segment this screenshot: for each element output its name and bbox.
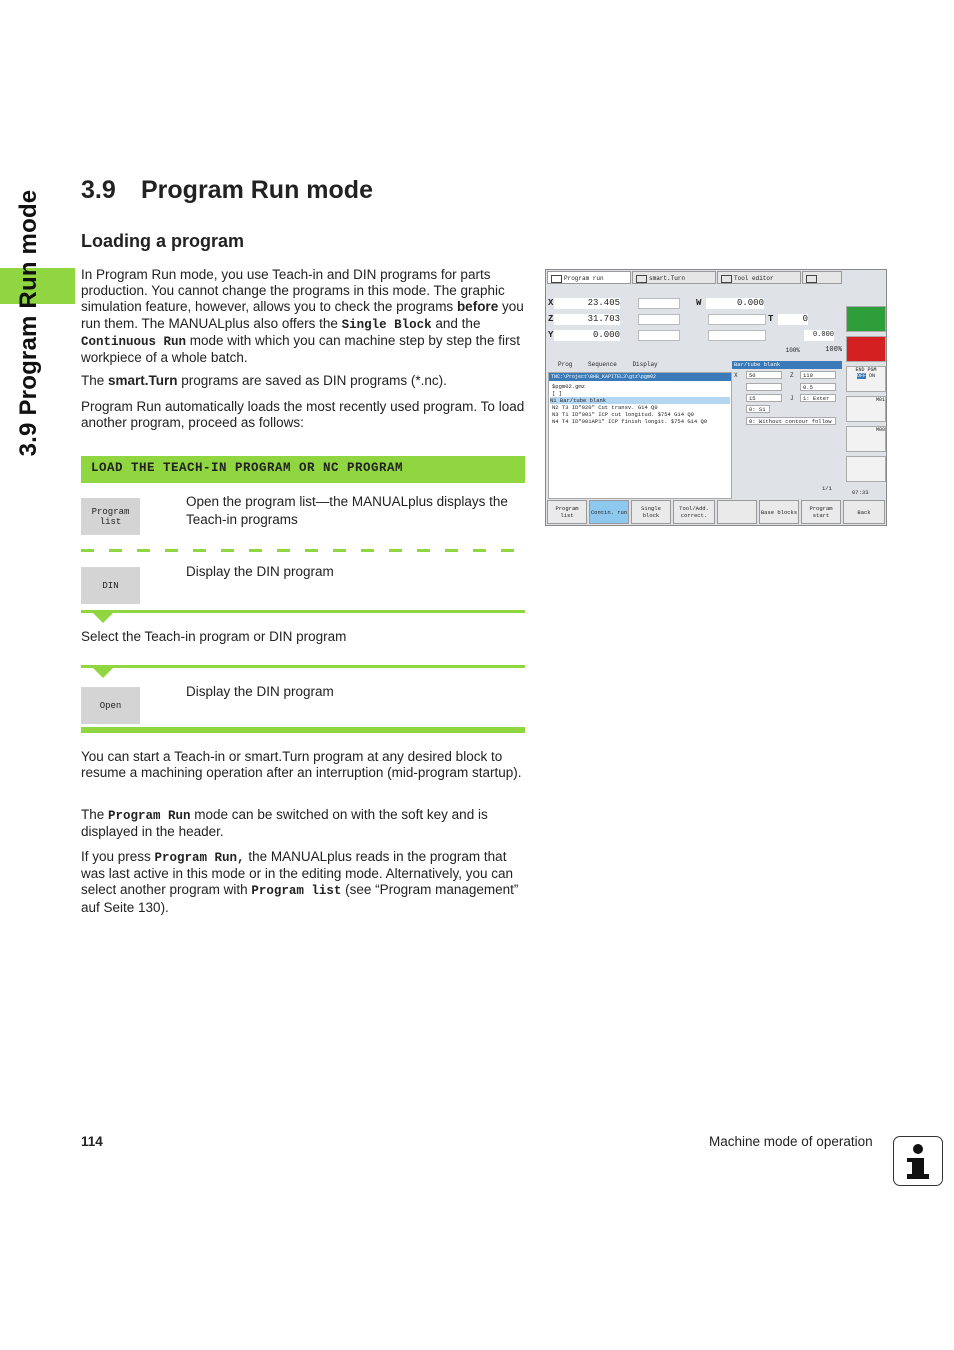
procedure-end-bar [81, 727, 525, 733]
form-field[interactable] [746, 383, 782, 391]
intro-paragraph-1: In Program Run mode, you use Teach-in and DIN programs for parts production. You cannot change the programs in this mode. The graphic simulation feature, however, allows you to check the programs before you run them. The MANUALplus also offers the Single Block and the Continuous Run mode with which you can machine step by step the first workpiece of a whole batch. [81, 267, 524, 366]
section-title: Program Run mode [141, 176, 373, 204]
m01-toggle[interactable]: M01 [846, 396, 886, 422]
clock: 07:33 [852, 489, 869, 496]
procedure-header [81, 456, 525, 483]
page-number: 114 [81, 1134, 103, 1149]
open-softkey[interactable]: Open [81, 687, 140, 724]
menu-display[interactable]: Display [632, 361, 658, 368]
softkey-program-list[interactable]: Program list [547, 500, 587, 524]
program-line[interactable]: N3 T1 ID"001" ICP cut longitud. $754 G14 Q0 [552, 411, 694, 418]
end-pgm-toggle[interactable]: END PGM OFF ON [846, 366, 886, 392]
step-1-text: Open the program list—the MANUALplus displays the Teach-in programs [186, 494, 508, 527]
intro-paragraph-3: Program Run automatically loads the most recently used program. To load another program, proceed as follows: [81, 399, 525, 431]
softkey-tool-correct[interactable]: Tool/Add. correct. [673, 500, 715, 524]
arrow-down-icon [93, 668, 113, 678]
softkey-program-start[interactable]: Program start [801, 500, 841, 524]
form-z[interactable]: 110 [800, 371, 836, 379]
procedure-header-label: LOAD THE TEACH-IN PROGRAM OR NC PROGRAM [91, 461, 404, 475]
step-3-text: Select the Teach-in program or DIN program [81, 629, 347, 644]
din-softkey[interactable]: DIN [81, 567, 140, 604]
tab-save[interactable] [802, 271, 842, 284]
step-divider [81, 665, 525, 668]
step-2-text: Display the DIN program [186, 564, 334, 579]
form-mg[interactable]: 0: Without contour follow [746, 417, 836, 425]
cycle-stop-icon[interactable] [846, 336, 886, 362]
info-icon [893, 1136, 943, 1186]
program-listing [548, 372, 732, 499]
form-mp[interactable]: 0: S1 [746, 405, 770, 413]
footer-chapter: Machine mode of operation [709, 1134, 873, 1149]
body-paragraph-2: The Program Run mode can be switched on with the soft key and is displayed in the header. [81, 807, 488, 840]
program-list-softkey[interactable]: Program list [81, 498, 140, 535]
program-line-selected[interactable]: N1 Bar/tube blank [550, 397, 730, 404]
control-screenshot: Program run smart.Turn Tool editor X 23.405 Z 31.703 Y 0.000 W 0.000 T 0 0.000 100% 100% Prog Sequence Display TNC:\Project\BHB_KAPITEL3\gtz\pgm02 $pgm02.gmz [ ] N1 Bar/tube blank N2 T3 ID"020" Cut transv. G14 Q0 N3 T1 ID"001" ICP cut longitud. $754 G14 Q0 N4 T4 ID"001AP1" ICP finish longit. $754 G14 Q0 Bar/tube blank X 50 Z 110 0.5 15 J 1: Exter 0: S1 0: Without contour follow 1/1 END PGM OFF ON M01 M00 07:33 Program list Contin. run Single block Tool/Add. correct. Base blocks Program start Back [545, 269, 887, 526]
softkey-contin-run[interactable]: Contin. run [589, 500, 629, 524]
form-j[interactable]: 1: Exter [800, 394, 836, 402]
floppy-icon [806, 275, 817, 283]
arrow-down-icon [93, 613, 113, 623]
program-line[interactable]: N2 T3 ID"020" Cut transv. G14 Q0 [552, 404, 658, 411]
intro-paragraph-2: The smart.Turn programs are saved as DIN programs (*.nc). [81, 373, 447, 388]
softkey-single-block[interactable]: Single block [631, 500, 671, 524]
program-path: TNC:\Project\BHB_KAPITEL3\gtz\pgm02 [549, 373, 731, 381]
screen-menu [548, 360, 731, 370]
subsection-heading: Loading a program [81, 231, 245, 251]
form-b[interactable]: 15 [746, 394, 782, 402]
form-title: Bar/tube blank [732, 361, 842, 369]
step-divider [81, 549, 525, 552]
cycle-start-icon[interactable] [846, 306, 886, 332]
block-form: Bar/tube blank X 50 Z 110 0.5 15 J 1: Exter 0: S1 0: Without contour follow [732, 361, 842, 497]
measure-icon[interactable] [846, 456, 886, 482]
section-number: 3.9 [81, 176, 116, 204]
section-heading [81, 176, 373, 205]
body-paragraph-1: You can start a Teach-in or smart.Turn program at any desired block to resume a machining operation after an interruption (mid-program startup). [81, 749, 522, 781]
sidetab [4, 180, 54, 465]
tab-program-run[interactable]: Program run [547, 271, 631, 284]
sidetab-label: 3.9 Program Run mode [15, 189, 42, 456]
softkey-back[interactable]: Back [843, 500, 885, 524]
form-x[interactable]: 50 [746, 371, 782, 379]
menu-sequence[interactable]: Sequence [588, 361, 617, 368]
m00-toggle[interactable]: M00 [846, 426, 886, 452]
program-line[interactable]: [ ] [552, 390, 562, 397]
tab-tool-editor[interactable]: Tool editor [717, 271, 801, 284]
step-divider [81, 610, 525, 613]
block-count: 1/1 [822, 485, 832, 492]
step-4-text: Display the DIN program [186, 684, 334, 699]
menu-prog[interactable]: Prog [558, 361, 573, 368]
tab-smart-turn[interactable]: smart.Turn [632, 271, 716, 284]
program-line[interactable]: N4 T4 ID"001AP1" ICP finish longit. $754 G14 Q0 [552, 418, 708, 425]
body-paragraph-3: If you press Program Run, the MANUALplus reads in the program that was last active in this mode or in the editing mode. Alternatively, you can select another program with Program list (see “Program management” auf Seite 130). [81, 849, 519, 915]
program-line[interactable]: $pgm02.gmz [552, 383, 586, 390]
form-k[interactable]: 0.5 [800, 383, 836, 391]
softkey-graphics-icon[interactable] [717, 500, 757, 524]
softkey-base-blocks[interactable]: Base blocks [759, 500, 799, 524]
